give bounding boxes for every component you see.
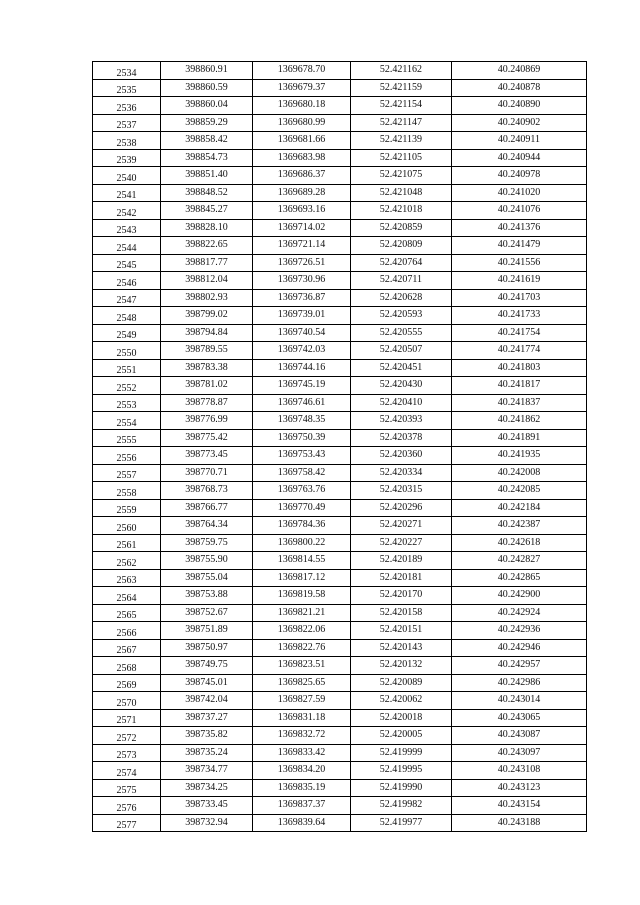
y-coordinate-cell: 1369745.19: [253, 377, 351, 395]
point-number-cell: 2565: [93, 604, 161, 622]
y-coordinate-cell: 1369689.28: [253, 184, 351, 202]
y-coordinate-cell: 1369679.37: [253, 79, 351, 97]
latitude-cell: 52.421139: [351, 132, 452, 150]
table-row: [93, 184, 587, 202]
longitude-cell: 40.243014: [452, 692, 587, 710]
x-coordinate-cell: 398735.82: [161, 727, 253, 745]
latitude-cell: 52.421105: [351, 149, 452, 167]
x-coordinate-cell: 398745.01: [161, 674, 253, 692]
table-row: [93, 447, 587, 465]
latitude-cell: 52.420132: [351, 657, 452, 675]
x-coordinate-cell: 398735.24: [161, 744, 253, 762]
x-coordinate-cell: 398755.04: [161, 569, 253, 587]
y-coordinate-cell: 1369825.65: [253, 674, 351, 692]
longitude-cell: 40.241935: [452, 447, 587, 465]
point-number-cell: 2554: [93, 412, 161, 430]
table-row: [93, 132, 587, 150]
latitude-cell: 52.420859: [351, 219, 452, 237]
coordinates-table: [92, 61, 587, 832]
y-coordinate-cell: 1369730.96: [253, 272, 351, 290]
x-coordinate-cell: 398776.99: [161, 412, 253, 430]
point-number-cell: 2575: [93, 779, 161, 797]
point-number-cell: 2568: [93, 657, 161, 675]
point-number-cell: 2574: [93, 762, 161, 780]
x-coordinate-cell: 398770.71: [161, 464, 253, 482]
y-coordinate-cell: 1369823.51: [253, 657, 351, 675]
y-coordinate-cell: 1369822.06: [253, 622, 351, 640]
point-number-cell: 2558: [93, 482, 161, 500]
table-row: [93, 342, 587, 360]
latitude-cell: 52.420378: [351, 429, 452, 447]
x-coordinate-cell: 398778.87: [161, 394, 253, 412]
x-coordinate-cell: 398781.02: [161, 377, 253, 395]
point-number-cell: 2537: [93, 114, 161, 132]
table-row: [93, 114, 587, 132]
table-row: [93, 237, 587, 255]
table-row: [93, 814, 587, 832]
table-row: [93, 569, 587, 587]
latitude-cell: 52.420430: [351, 377, 452, 395]
latitude-cell: 52.419995: [351, 762, 452, 780]
y-coordinate-cell: 1369683.98: [253, 149, 351, 167]
point-number-cell: 2539: [93, 149, 161, 167]
table-row: [93, 482, 587, 500]
x-coordinate-cell: 398759.75: [161, 534, 253, 552]
longitude-cell: 40.242387: [452, 517, 587, 535]
longitude-cell: 40.242900: [452, 587, 587, 605]
longitude-cell: 40.241733: [452, 307, 587, 325]
x-coordinate-cell: 398749.75: [161, 657, 253, 675]
table-row: [93, 534, 587, 552]
longitude-cell: 40.240978: [452, 167, 587, 185]
longitude-cell: 40.242936: [452, 622, 587, 640]
x-coordinate-cell: 398799.02: [161, 307, 253, 325]
x-coordinate-cell: 398860.91: [161, 62, 253, 80]
y-coordinate-cell: 1369726.51: [253, 254, 351, 272]
y-coordinate-cell: 1369821.21: [253, 604, 351, 622]
point-number-cell: 2566: [93, 622, 161, 640]
point-number-cell: 2547: [93, 289, 161, 307]
point-number-cell: 2571: [93, 709, 161, 727]
y-coordinate-cell: 1369753.43: [253, 447, 351, 465]
table-row: [93, 62, 587, 80]
longitude-cell: 40.243123: [452, 779, 587, 797]
longitude-cell: 40.241774: [452, 342, 587, 360]
table-row: [93, 622, 587, 640]
y-coordinate-cell: 1369748.35: [253, 412, 351, 430]
longitude-cell: 40.241754: [452, 324, 587, 342]
point-number-cell: 2576: [93, 797, 161, 815]
latitude-cell: 52.420334: [351, 464, 452, 482]
point-number-cell: 2542: [93, 202, 161, 220]
y-coordinate-cell: 1369678.70: [253, 62, 351, 80]
table-row: [93, 394, 587, 412]
y-coordinate-cell: 1369827.59: [253, 692, 351, 710]
y-coordinate-cell: 1369800.22: [253, 534, 351, 552]
table-row: [93, 412, 587, 430]
x-coordinate-cell: 398817.77: [161, 254, 253, 272]
y-coordinate-cell: 1369680.99: [253, 114, 351, 132]
table-row: [93, 692, 587, 710]
longitude-cell: 40.240878: [452, 79, 587, 97]
table-row: [93, 709, 587, 727]
x-coordinate-cell: 398766.77: [161, 499, 253, 517]
table-row: [93, 744, 587, 762]
table-row: [93, 79, 587, 97]
point-number-cell: 2570: [93, 692, 161, 710]
latitude-cell: 52.421159: [351, 79, 452, 97]
longitude-cell: 40.241479: [452, 237, 587, 255]
longitude-cell: 40.240911: [452, 132, 587, 150]
longitude-cell: 40.242008: [452, 464, 587, 482]
y-coordinate-cell: 1369750.39: [253, 429, 351, 447]
point-number-cell: 2555: [93, 429, 161, 447]
longitude-cell: 40.241376: [452, 219, 587, 237]
table-row: [93, 657, 587, 675]
latitude-cell: 52.421075: [351, 167, 452, 185]
table-row: [93, 219, 587, 237]
y-coordinate-cell: 1369817.12: [253, 569, 351, 587]
longitude-cell: 40.242924: [452, 604, 587, 622]
table-row: [93, 587, 587, 605]
y-coordinate-cell: 1369742.03: [253, 342, 351, 360]
latitude-cell: 52.420271: [351, 517, 452, 535]
latitude-cell: 52.420593: [351, 307, 452, 325]
table-row: [93, 97, 587, 115]
point-number-cell: 2534: [93, 62, 161, 80]
x-coordinate-cell: 398734.77: [161, 762, 253, 780]
latitude-cell: 52.420143: [351, 639, 452, 657]
x-coordinate-cell: 398775.42: [161, 429, 253, 447]
table-row: [93, 517, 587, 535]
y-coordinate-cell: 1369831.18: [253, 709, 351, 727]
longitude-cell: 40.242184: [452, 499, 587, 517]
y-coordinate-cell: 1369758.42: [253, 464, 351, 482]
point-number-cell: 2540: [93, 167, 161, 185]
latitude-cell: 52.420005: [351, 727, 452, 745]
x-coordinate-cell: 398851.40: [161, 167, 253, 185]
point-number-cell: 2549: [93, 324, 161, 342]
point-number-cell: 2544: [93, 237, 161, 255]
latitude-cell: 52.420711: [351, 272, 452, 290]
x-coordinate-cell: 398858.42: [161, 132, 253, 150]
point-number-cell: 2541: [93, 184, 161, 202]
point-number-cell: 2572: [93, 727, 161, 745]
point-number-cell: 2548: [93, 307, 161, 325]
x-coordinate-cell: 398822.65: [161, 237, 253, 255]
y-coordinate-cell: 1369681.66: [253, 132, 351, 150]
table-row: [93, 779, 587, 797]
table-row: [93, 289, 587, 307]
y-coordinate-cell: 1369739.01: [253, 307, 351, 325]
latitude-cell: 52.420189: [351, 552, 452, 570]
latitude-cell: 52.420315: [351, 482, 452, 500]
latitude-cell: 52.420089: [351, 674, 452, 692]
x-coordinate-cell: 398733.45: [161, 797, 253, 815]
x-coordinate-cell: 398734.25: [161, 779, 253, 797]
x-coordinate-cell: 398859.29: [161, 114, 253, 132]
x-coordinate-cell: 398783.38: [161, 359, 253, 377]
x-coordinate-cell: 398737.27: [161, 709, 253, 727]
point-number-cell: 2560: [93, 517, 161, 535]
longitude-cell: 40.241076: [452, 202, 587, 220]
longitude-cell: 40.241556: [452, 254, 587, 272]
point-number-cell: 2556: [93, 447, 161, 465]
point-number-cell: 2559: [93, 499, 161, 517]
latitude-cell: 52.421048: [351, 184, 452, 202]
table-row: [93, 272, 587, 290]
latitude-cell: 52.420158: [351, 604, 452, 622]
longitude-cell: 40.241891: [452, 429, 587, 447]
x-coordinate-cell: 398753.88: [161, 587, 253, 605]
latitude-cell: 52.420555: [351, 324, 452, 342]
latitude-cell: 52.420410: [351, 394, 452, 412]
latitude-cell: 52.419999: [351, 744, 452, 762]
longitude-cell: 40.242946: [452, 639, 587, 657]
longitude-cell: 40.241837: [452, 394, 587, 412]
point-number-cell: 2563: [93, 569, 161, 587]
y-coordinate-cell: 1369814.55: [253, 552, 351, 570]
point-number-cell: 2550: [93, 342, 161, 360]
latitude-cell: 52.420151: [351, 622, 452, 640]
latitude-cell: 52.420393: [351, 412, 452, 430]
y-coordinate-cell: 1369693.16: [253, 202, 351, 220]
point-number-cell: 2569: [93, 674, 161, 692]
longitude-cell: 40.242618: [452, 534, 587, 552]
longitude-cell: 40.242986: [452, 674, 587, 692]
longitude-cell: 40.241619: [452, 272, 587, 290]
point-number-cell: 2538: [93, 132, 161, 150]
longitude-cell: 40.240869: [452, 62, 587, 80]
x-coordinate-cell: 398828.10: [161, 219, 253, 237]
y-coordinate-cell: 1369832.72: [253, 727, 351, 745]
y-coordinate-cell: 1369740.54: [253, 324, 351, 342]
latitude-cell: 52.420628: [351, 289, 452, 307]
longitude-cell: 40.242827: [452, 552, 587, 570]
point-number-cell: 2577: [93, 814, 161, 832]
table-row: [93, 377, 587, 395]
longitude-cell: 40.242085: [452, 482, 587, 500]
coordinates-table-body: [93, 62, 587, 832]
longitude-cell: 40.243087: [452, 727, 587, 745]
latitude-cell: 52.420451: [351, 359, 452, 377]
longitude-cell: 40.241020: [452, 184, 587, 202]
table-row: [93, 324, 587, 342]
longitude-cell: 40.242865: [452, 569, 587, 587]
table-row: [93, 429, 587, 447]
y-coordinate-cell: 1369763.76: [253, 482, 351, 500]
point-number-cell: 2552: [93, 377, 161, 395]
longitude-cell: 40.242957: [452, 657, 587, 675]
latitude-cell: 52.419990: [351, 779, 452, 797]
latitude-cell: 52.420507: [351, 342, 452, 360]
y-coordinate-cell: 1369839.64: [253, 814, 351, 832]
y-coordinate-cell: 1369833.42: [253, 744, 351, 762]
table-row: [93, 149, 587, 167]
longitude-cell: 40.243065: [452, 709, 587, 727]
x-coordinate-cell: 398764.34: [161, 517, 253, 535]
table-row: [93, 674, 587, 692]
y-coordinate-cell: 1369770.49: [253, 499, 351, 517]
table-row: [93, 307, 587, 325]
latitude-cell: 52.420170: [351, 587, 452, 605]
table-row: [93, 464, 587, 482]
x-coordinate-cell: 398768.73: [161, 482, 253, 500]
longitude-cell: 40.243154: [452, 797, 587, 815]
latitude-cell: 52.419977: [351, 814, 452, 832]
y-coordinate-cell: 1369822.76: [253, 639, 351, 657]
point-number-cell: 2543: [93, 219, 161, 237]
longitude-cell: 40.240890: [452, 97, 587, 115]
point-number-cell: 2535: [93, 79, 161, 97]
latitude-cell: 52.420062: [351, 692, 452, 710]
y-coordinate-cell: 1369837.37: [253, 797, 351, 815]
latitude-cell: 52.420227: [351, 534, 452, 552]
point-number-cell: 2536: [93, 97, 161, 115]
x-coordinate-cell: 398802.93: [161, 289, 253, 307]
y-coordinate-cell: 1369721.14: [253, 237, 351, 255]
point-number-cell: 2573: [93, 744, 161, 762]
x-coordinate-cell: 398752.67: [161, 604, 253, 622]
table-row: [93, 499, 587, 517]
x-coordinate-cell: 398742.04: [161, 692, 253, 710]
latitude-cell: 52.420809: [351, 237, 452, 255]
point-number-cell: 2567: [93, 639, 161, 657]
longitude-cell: 40.241803: [452, 359, 587, 377]
longitude-cell: 40.241817: [452, 377, 587, 395]
point-number-cell: 2546: [93, 272, 161, 290]
longitude-cell: 40.241703: [452, 289, 587, 307]
table-row: [93, 797, 587, 815]
longitude-cell: 40.243188: [452, 814, 587, 832]
longitude-cell: 40.240944: [452, 149, 587, 167]
latitude-cell: 52.420296: [351, 499, 452, 517]
table-row: [93, 359, 587, 377]
x-coordinate-cell: 398812.04: [161, 272, 253, 290]
table-row: [93, 167, 587, 185]
point-number-cell: 2553: [93, 394, 161, 412]
x-coordinate-cell: 398845.27: [161, 202, 253, 220]
table-row: [93, 604, 587, 622]
x-coordinate-cell: 398732.94: [161, 814, 253, 832]
x-coordinate-cell: 398755.90: [161, 552, 253, 570]
point-number-cell: 2545: [93, 254, 161, 272]
y-coordinate-cell: 1369819.58: [253, 587, 351, 605]
x-coordinate-cell: 398848.52: [161, 184, 253, 202]
longitude-cell: 40.241862: [452, 412, 587, 430]
point-number-cell: 2561: [93, 534, 161, 552]
latitude-cell: 52.420360: [351, 447, 452, 465]
table-row: [93, 254, 587, 272]
x-coordinate-cell: 398860.04: [161, 97, 253, 115]
longitude-cell: 40.243097: [452, 744, 587, 762]
y-coordinate-cell: 1369714.02: [253, 219, 351, 237]
y-coordinate-cell: 1369744.16: [253, 359, 351, 377]
latitude-cell: 52.421018: [351, 202, 452, 220]
x-coordinate-cell: 398854.73: [161, 149, 253, 167]
table-row: [93, 727, 587, 745]
latitude-cell: 52.421162: [351, 62, 452, 80]
y-coordinate-cell: 1369746.61: [253, 394, 351, 412]
y-coordinate-cell: 1369834.20: [253, 762, 351, 780]
y-coordinate-cell: 1369686.37: [253, 167, 351, 185]
table-row: [93, 639, 587, 657]
point-number-cell: 2551: [93, 359, 161, 377]
latitude-cell: 52.420181: [351, 569, 452, 587]
x-coordinate-cell: 398751.89: [161, 622, 253, 640]
point-number-cell: 2564: [93, 587, 161, 605]
latitude-cell: 52.421147: [351, 114, 452, 132]
x-coordinate-cell: 398773.45: [161, 447, 253, 465]
latitude-cell: 52.421154: [351, 97, 452, 115]
latitude-cell: 52.420018: [351, 709, 452, 727]
y-coordinate-cell: 1369784.36: [253, 517, 351, 535]
table-row: [93, 762, 587, 780]
longitude-cell: 40.240902: [452, 114, 587, 132]
x-coordinate-cell: 398860.59: [161, 79, 253, 97]
table-row: [93, 202, 587, 220]
table-row: [93, 552, 587, 570]
point-number-cell: 2562: [93, 552, 161, 570]
y-coordinate-cell: 1369835.19: [253, 779, 351, 797]
point-number-cell: 2557: [93, 464, 161, 482]
x-coordinate-cell: 398794.84: [161, 324, 253, 342]
latitude-cell: 52.420764: [351, 254, 452, 272]
x-coordinate-cell: 398789.55: [161, 342, 253, 360]
y-coordinate-cell: 1369680.18: [253, 97, 351, 115]
longitude-cell: 40.243108: [452, 762, 587, 780]
x-coordinate-cell: 398750.97: [161, 639, 253, 657]
y-coordinate-cell: 1369736.87: [253, 289, 351, 307]
latitude-cell: 52.419982: [351, 797, 452, 815]
